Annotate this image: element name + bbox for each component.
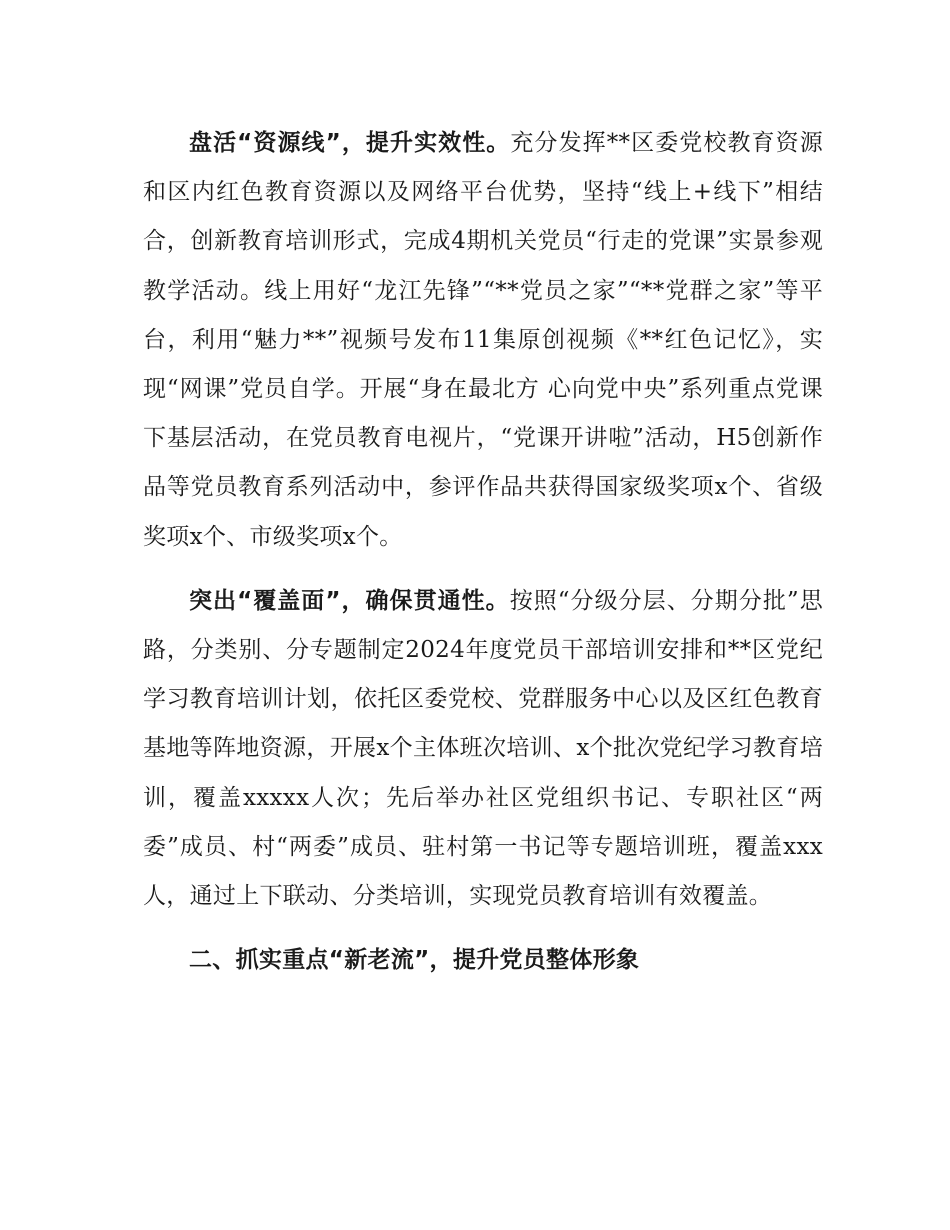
- paragraph-body: 充分发挥**区委党校教育资源和区内红色教育资源以及网络平台优势，坚持“线上+线下”相结合，创新教育培训形式，完成4期机关党员“行走的党课”实景参观教学活动。线上用好“龙江先锋”“**党员之家”“**党群之家”等平台，利用“魅力**”视频号发布11集原创视频《**红色记忆》，实现“网课”党员自学。开展“身在最北方 心向党中央”系列重点党课下基层活动，在党员教育电视片，“党课开讲啦”活动，H5创新作品等党员教育系列活动中，参评作品共获得国家级奖项x个、省级奖项x个、市级奖项x个。: [143, 130, 824, 550]
- paragraph-lead: 盘活“资源线”，提升实效性。: [189, 130, 511, 156]
- paragraph-lead: 突出“覆盖面”，确保贯通性。: [189, 587, 510, 614]
- paragraph-body: 按照“分级分层、分期分批”思路，分类别、分专题制定2024年度党员干部培训安排和**区党纪学习教育培训计划，依托区委党校、党群服务中心以及区红色教育基地等阵地资源，开展x个主体班次培训、x个批次党纪学习教育培训，覆盖xxxxx人次；先后举办社区党组织书记、专职社区“两委”成员、村“两委”成员、驻村第一书记等专题培训班，覆盖xxx人，通过上下联动、分类培训，实现党员教育培训有效覆盖。: [143, 587, 824, 910]
- paragraph-resources: [143, 119, 823, 562]
- document-body: [143, 119, 823, 985]
- paragraph-coverage: [143, 577, 823, 921]
- section-heading: 二、抓实重点“新老流”，提升党员整体形象: [189, 947, 640, 974]
